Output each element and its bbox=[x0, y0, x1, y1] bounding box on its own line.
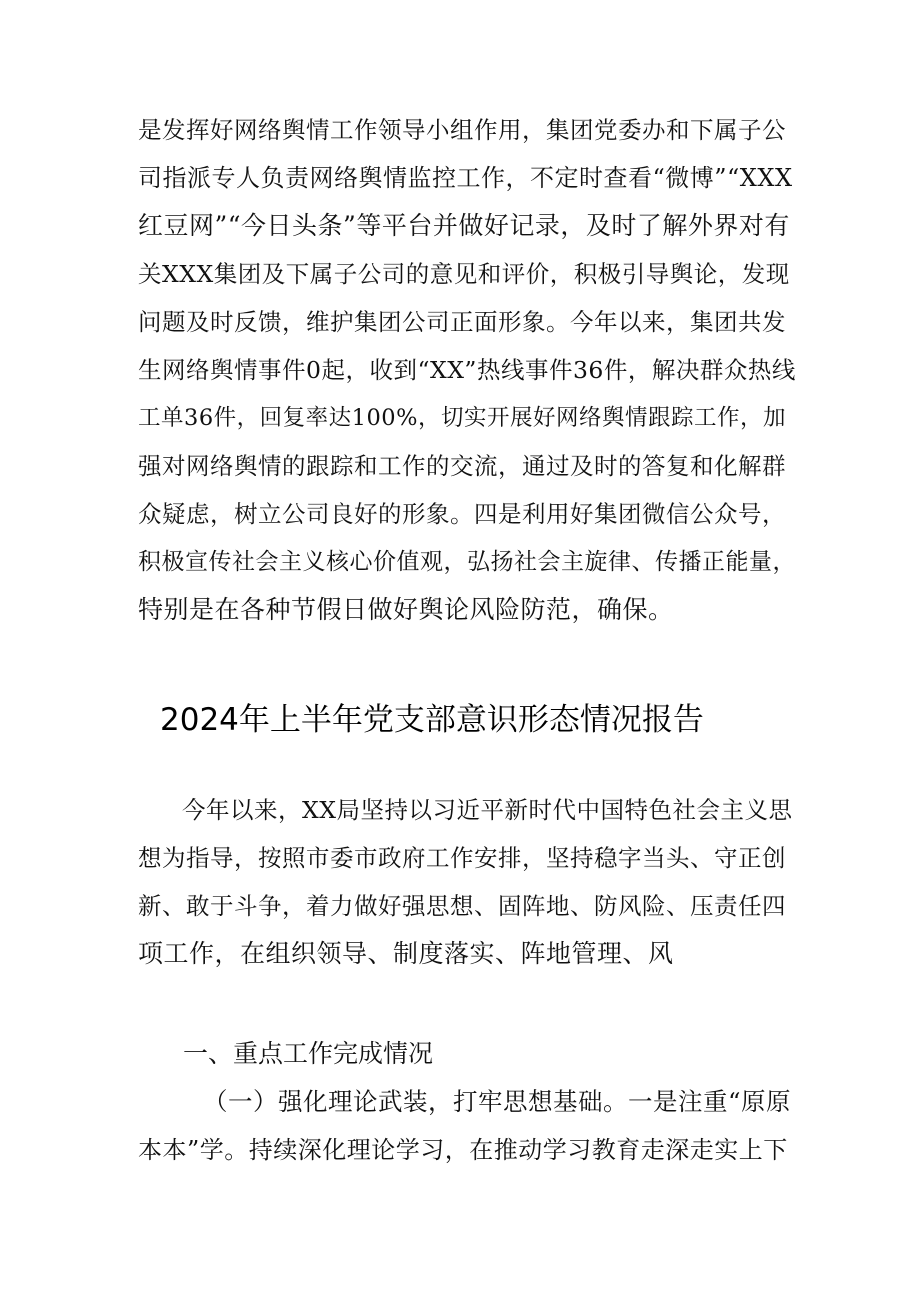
paragraph1-line: 红豆网”“今日头条”等平台并做好记录，及时了解外界对有 bbox=[138, 211, 790, 240]
paragraph1-line: 特别是在各种节假日做好舆论风险防范，确保。 bbox=[138, 595, 674, 624]
paragraph1-line: 是发挥好网络舆情工作领导小组作用，集团党委办和下属子公 bbox=[138, 116, 786, 144]
paragraph2-line: 今年以来，XX局坚持以习近平新时代中国特色社会主义思 bbox=[182, 796, 793, 824]
paragraph1-line: 生网络舆情事件0起，收到“XX”热线事件36件，解决群众热线 bbox=[138, 356, 796, 384]
paragraph2-line: 新、敢于斗争，着力做好强思想、固阵地、防风险、压责任四 bbox=[138, 892, 786, 920]
paragraph1-line: 众疑虑，树立公司良好的形象。四是利用好集团微信公众号， bbox=[138, 500, 786, 528]
paragraph3-line: 本本”学。持续深化理论学习，在推动学习教育走深走实上下 bbox=[138, 1136, 788, 1164]
paragraph3-line: （一）强化理论武装，打牢思想基础。一是注重“原原 bbox=[203, 1087, 792, 1116]
section-heading: 一、重点工作完成情况 bbox=[183, 1039, 434, 1068]
paragraph1-line: 积极宣传社会主义核心价值观，弘扬社会主旋律、传播正能量， bbox=[138, 549, 796, 575]
paragraph1-line: 工单36件，回复率达100%，切实开展好网络舆情跟踪工作，加 bbox=[138, 405, 786, 431]
document-title: 2024年上半年党支部意识形态情况报告 bbox=[160, 702, 704, 738]
paragraph2-line: 想为指导，按照市委市政府工作安排，坚持稳字当头、守正创 bbox=[138, 844, 786, 872]
paragraph2-line: 项工作，在组织领导、制度落实、阵地管理、风 bbox=[138, 939, 674, 968]
paragraph1-line: 关XXX集团及下属子公司的意见和评价，积极引导舆论，发现 bbox=[138, 260, 790, 288]
paragraph1-line: 司指派专人负责网络舆情监控工作，不定时查看“微博”“XXX bbox=[138, 164, 793, 192]
paragraph1-line: 强对网络舆情的跟踪和工作的交流，通过及时的答复和化解群 bbox=[138, 452, 786, 480]
paragraph1-line: 问题及时反馈，维护集团公司正面形象。今年以来，集团共发 bbox=[138, 308, 786, 336]
